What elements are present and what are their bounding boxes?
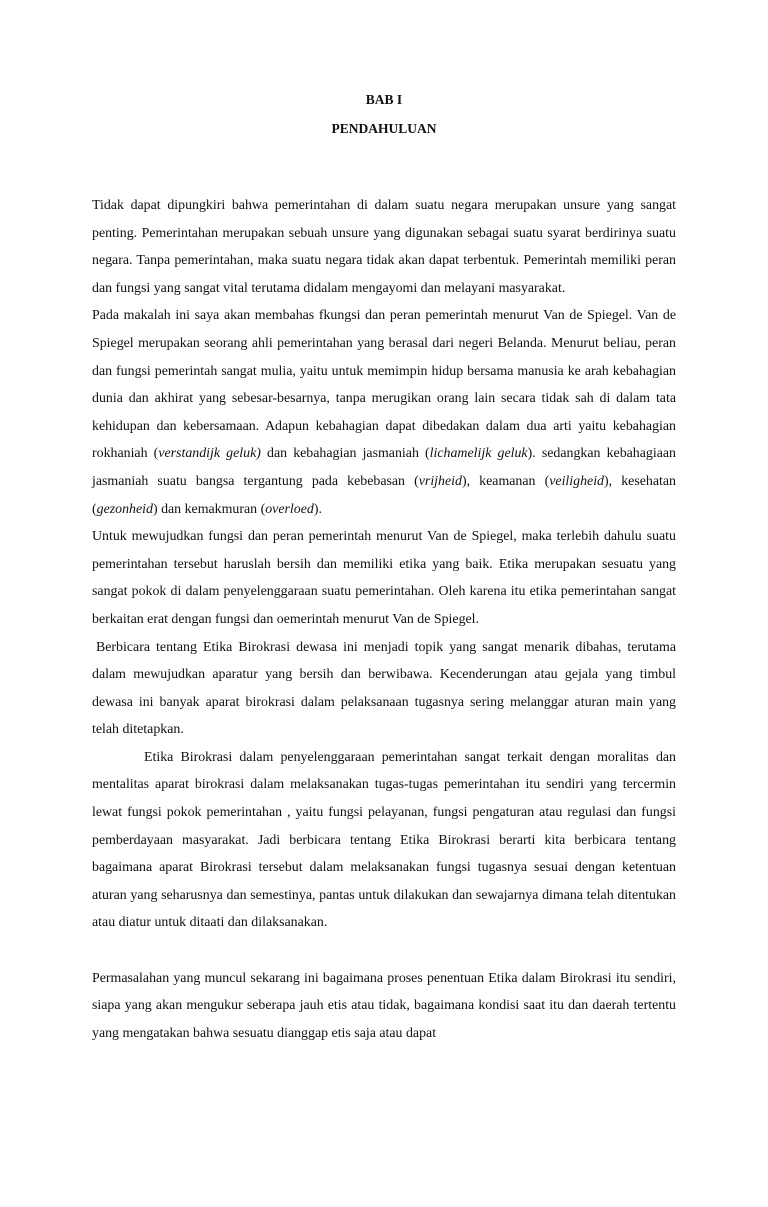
text-run: Pada makalah ini saya akan membahas fkungsi dan peran pemerintah menurut Van de Spiegel. Van de Spiegel merupakan seorang ahli pemerintahan yang berasal dari negeri Belanda. Menurut beliau, peran dan fungsi pemerintah sangat mulia, yaitu untuk memimpin hidup bersama manusia ke arah kebahagian dunia dan akhirat yang sebesar-besarnya, tanpa merugikan orang lain secara tidak sah di dalam tata kehidupan dan kebersamaan. Adapun kebahagian dapat dibedakan dalam dua arti yaitu kebahagian rokhaniah ( xyxy=(92,308,676,462)
paragraph-intro: Tidak dapat dipungkiri bahwa pemerintahan di dalam suatu negara merupakan unsure yang sangat penting. Pemerintahan merupakan sebuah unsure yang digunakan sebagai suatu syarat berdirinya suatu negara. Tanpa pemerintahan, maka suatu negara tidak akan dapat terbentuk. Pemerintah memiliki peran dan fungsi yang sangat vital terutama didalam mengayomi dan melayani masyarakat. xyxy=(92,198,676,296)
paragraph-etika: Untuk mewujudkan fungsi dan peran pemerintah menurut Van de Spiegel, maka terlebih dahulu suatu pemerintahan tersebut haruslah bersih dan memiliki etika yang baik. Etika merupakan sesuatu yang sangat pokok di dalam penyelenggaraan suatu pemerintahan. Oleh karena itu etika pemerintahan sangat berkaitan erat dengan fungsi dan oemerintah menurut Van de Spiegel. xyxy=(92,529,676,627)
text-run: dan kebahagian jasmaniah ( xyxy=(260,446,430,462)
italic-term: gezonheid xyxy=(96,501,153,517)
text-run: ). sedangkan kebahagiaan jasmaniah suatu bangsa tergantung pada kebebasan ( xyxy=(92,446,676,489)
text-run: ) dan kemakmuran ( xyxy=(152,501,266,517)
italic-term: verstandijk geluk) xyxy=(158,446,261,462)
italic-term: overloed xyxy=(265,501,314,517)
text-run: ). xyxy=(313,501,322,517)
chapter-label: BAB I xyxy=(365,92,403,107)
body-text xyxy=(92,192,676,1047)
italic-term: vrijheid xyxy=(418,473,462,489)
chapter-title: PENDAHULUAN xyxy=(331,121,437,136)
paragraph-etika-birokrasi: Berbicara tentang Etika Birokrasi dewasa ini menjadi topik yang sangat menarik dibahas, terutama dalam mewujudkan aparatur yang bersih dan berwibawa. Kecenderungan atau gejala yang timbul dewasa ini banyak aparat birokrasi dalam pelaksanaan tugasnya sering melanggar aturan main yang telah ditetapkan. xyxy=(92,639,676,738)
text-run: ), kesehatan ( xyxy=(92,473,676,517)
italic-term: veiligheid xyxy=(549,473,605,489)
italic-term: lichamelijk geluk xyxy=(429,446,528,462)
paragraph-permasalahan: Permasalahan yang muncul sekarang ini bagaimana proses penentuan Etika dalam Birokrasi itu sendiri, siapa yang akan mengukur seberapa jauh etis atau tidak, bagaimana kondisi saat itu dan daerah tertentu yang mengatakan bahwa sesuatu dianggap etis saja atau dapat xyxy=(92,970,676,1041)
paragraph-moralitas: Etika Birokrasi dalam penyelenggaraan pemerintahan sangat terkait dengan moralitas dan mentalitas aparat birokrasi dalam melaksanakan tugas-tugas pemerintahan itu sendiri yang tercermin lewat fungsi pokok pemerintahan , yaitu fungsi pelayanan, fungsi pengaturan atau regulasi dan fungsi pemberdayaan masyarakat. Jadi berbicara tentang Etika Birokrasi berarti kita berbicara tentang bagaimana aparat Birokrasi tersebut dalam melaksanakan fungsi tugasnya sesuai dengan ketentuan aturan yang seharusnya dan semestinya, pantas untuk dilakukan dan sewajarnya dimana telah ditentukan atau diatur untuk ditaati dan dilaksanakan. xyxy=(92,749,676,931)
paragraph-van-de-spiegel xyxy=(92,302,676,523)
text-run: ), keamanan ( xyxy=(461,473,550,489)
